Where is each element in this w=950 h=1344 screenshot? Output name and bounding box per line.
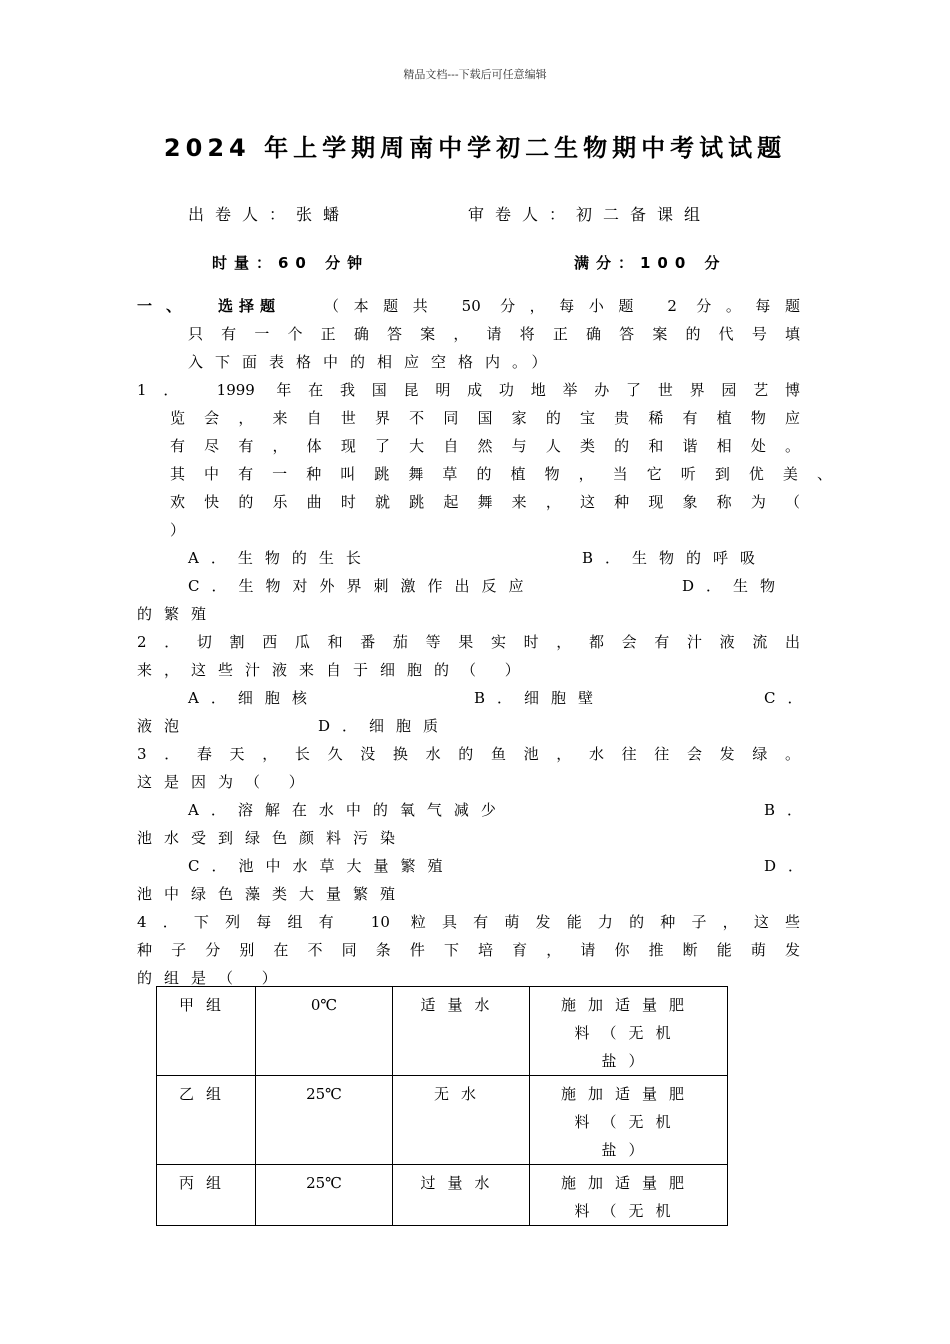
question-2-line-1: 2．切割西瓜和番茄等果实时，都会有汁液流出	[137, 633, 800, 651]
group-cell: 甲组	[157, 987, 256, 1076]
question-3-option-b-cont: 池水受到绿色颜料污染	[137, 829, 408, 847]
section-instruction-3: 入下面表格中的相应空格内。）	[188, 353, 559, 371]
question-4-line-2: 种子分别在不同条件下培育，请你推断能萌发	[137, 941, 800, 959]
question-1-option-b: B．生物的呼吸	[582, 549, 768, 567]
table-row	[157, 987, 728, 1076]
question-3-option-b: B．	[764, 801, 815, 819]
question-1-line-2: 览会，来自世界不同国家的宝贵稀有植物应	[170, 409, 800, 427]
question-3-line-2: 这是因为（ ）	[137, 773, 316, 791]
fertilizer-cell: 施加适量肥 料（无机	[530, 1165, 728, 1226]
section-instruction-2: 只有一个正确答案，请将正确答案的代号填	[188, 325, 800, 343]
question-4-line-3: 的组是（ ）	[137, 969, 289, 987]
seed-conditions-table	[156, 986, 728, 1226]
question-3-option-d-cont: 池中绿色藻类大量繁殖	[137, 885, 408, 903]
question-2-option-c: C．	[764, 689, 815, 707]
question-1-line-4: 其中有一种叫跳舞草的植物，当它听到优美、	[170, 465, 832, 483]
question-2-line-2: 来，这些汁液来自于细胞的（ ）	[137, 661, 532, 679]
group-cell: 乙组	[157, 1076, 256, 1165]
water-cell: 无水	[393, 1076, 530, 1165]
temperature-cell: 25℃	[256, 1076, 393, 1165]
water-cell: 适量水	[393, 987, 530, 1076]
question-1-option-d: D．生物	[682, 577, 788, 595]
section-heading: 选择题	[218, 297, 282, 315]
reviewer-label: 审卷人：初二备课组	[468, 205, 712, 224]
temperature-cell: 0℃	[256, 987, 393, 1076]
question-4-line-1: 4．下列每组有 10 粒具有萌发能力的种子，这些	[137, 913, 800, 931]
question-3-line-1: 3．春天，长久没换水的鱼池，水往往会发绿。	[137, 745, 800, 763]
fertilizer-cell: 施加适量肥 料（无机 盐）	[530, 987, 728, 1076]
score-label: 满分：100 分	[574, 254, 727, 272]
table-row	[157, 1076, 728, 1165]
question-2-option-b: B．细胞壁	[474, 689, 606, 707]
question-2-option-a: A．细胞核	[188, 689, 319, 707]
temperature-cell: 25℃	[256, 1165, 393, 1226]
question-1-option-d-cont: 的繁殖	[137, 605, 219, 623]
question-3-option-c: C．池中水草大量繁殖	[188, 857, 455, 875]
question-3-option-a: A．溶解在水中的氧气减少	[188, 801, 508, 819]
water-cell: 过量水	[393, 1165, 530, 1226]
table-row	[157, 1165, 728, 1226]
header-watermark: 精品文档---下载后可任意编辑	[403, 68, 547, 81]
question-2-option-d: D．细胞质	[318, 717, 451, 735]
time-label: 时量：60 分钟	[212, 254, 370, 272]
question-1-option-a: A．生物的生长	[188, 549, 373, 567]
fertilizer-cell: 施加适量肥 料（无机 盐）	[530, 1076, 728, 1165]
question-1-line-1: 1． 1999 年在我国昆明成功地举办了世界园艺博	[137, 381, 800, 399]
question-1-option-c: C．生物对外界刺激作出反应	[188, 577, 536, 595]
question-3-option-d: D．	[764, 857, 816, 875]
exam-title: 2024 年上学期周南中学初二生物期中考试试题	[163, 134, 787, 162]
question-2-option-c-cont: 液泡	[137, 717, 192, 735]
question-1-line-5: 欢快的乐曲时就跳起舞来，这种现象称为（	[170, 493, 800, 511]
question-1-line-3: 有尽有，体现了大自然与人类的和谐相处。	[170, 437, 800, 455]
question-1-line-6: ）	[170, 521, 198, 539]
section-number: 一、	[137, 297, 196, 315]
setter-label: 出卷人：张蟠	[188, 205, 351, 224]
section-instruction-1: （本题共 50 分，每小题 2 分。每题	[324, 297, 800, 315]
group-cell: 丙组	[157, 1165, 256, 1226]
